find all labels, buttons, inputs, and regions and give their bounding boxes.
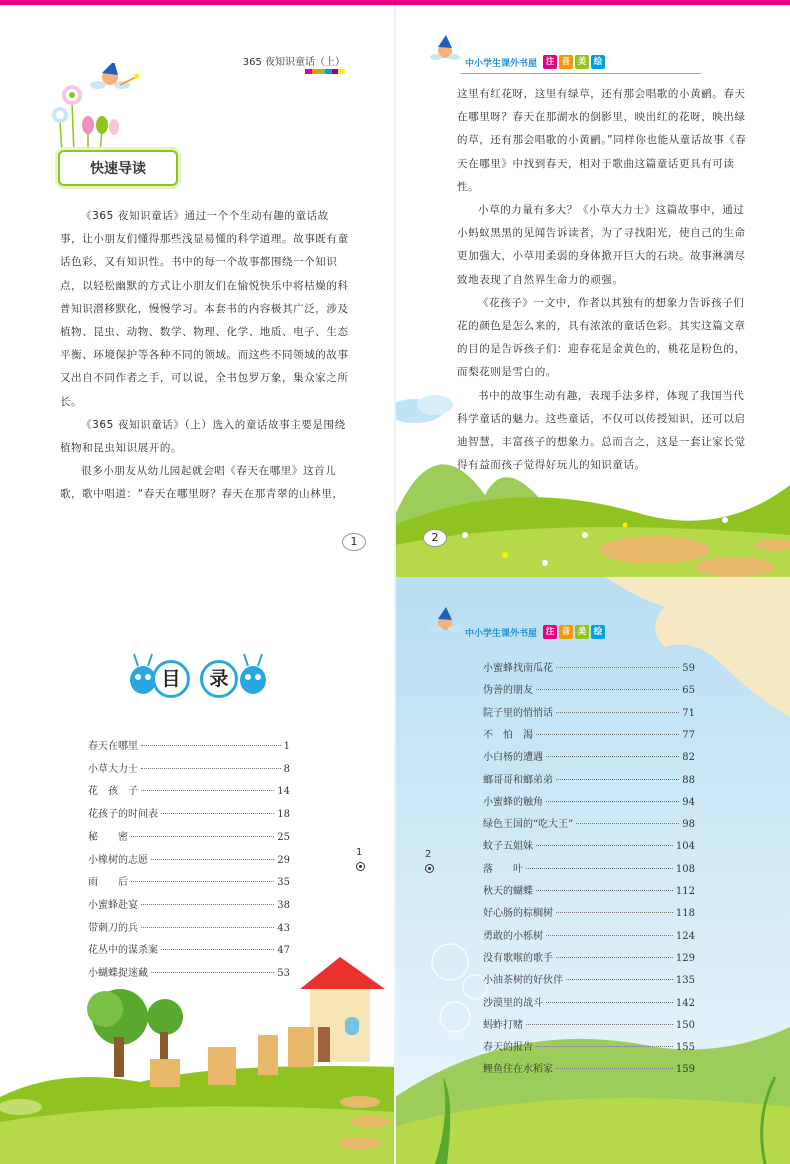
series-title: 中小学生课外书屋 [465,628,538,639]
toc-entry-title: 沙漠里的战斗 [483,997,543,1009]
toc-entry-page: 88 [682,774,695,786]
toc-entry-title: 不 怕 渴 [483,729,533,741]
toc-entry-title: 花 孩 子 [88,786,138,798]
toc-entry-page: 71 [682,707,695,719]
toc-entry-page: 94 [682,796,695,808]
toc-dot-leader [131,881,274,882]
page-marker [425,849,434,873]
toc-dot-leader [546,935,673,936]
toc-dot-leader [556,779,679,780]
toc-entry-page: 155 [675,1042,695,1054]
toc-entry-page: 129 [675,952,695,964]
toc-entry[interactable] [483,704,695,719]
toc-dot-leader [141,904,274,905]
toc-entry-title: 小橡树的志愿 [88,854,148,866]
intro-text-block [60,205,350,507]
snail-mascot-right [238,652,268,697]
toc-dot-leader [131,836,274,837]
toc-entry[interactable] [88,919,290,934]
page-1-quick-guide [0,5,395,577]
toc-dot-leader [546,801,679,802]
page-marker-dot [425,864,434,873]
toc-entry-title: 小蜜蜂的触角 [483,796,543,808]
toc-entry-title: 带刺刀的兵 [88,922,138,934]
toc-entry-title: 小蜜蜂赴宴 [88,899,138,911]
toc-dot-leader [576,823,679,824]
toc-entry[interactable] [88,828,290,843]
farmhouse-illustration [0,947,395,1164]
toc-entry[interactable] [88,760,290,775]
toc-entry[interactable] [483,771,695,786]
toc-entry[interactable] [483,748,695,763]
toc-entry-title: 雨 后 [88,877,128,889]
book-spine [394,5,396,1164]
paragraph: 小草的力量有多大？《小草大力士》这篇故事中，通过小蚂蚁黑黑的见闻告诉读者，为了寻找阳光，使自己的生命更加强大，小草用柔弱的身体掀开巨大的石块。故事淋漓尽致地表现了自然界生命力的顽强。 [457,204,746,286]
paragraph: 很多小朋友从幼儿园起就会唱《春天在哪里》这首儿歌，歌中唱道：“春天在哪里呀？春天在那青翠的山林里， [60,465,344,501]
toc-entry-title: 花孩子的时间表 [88,809,158,821]
toc-entry-title: 蚂蚱打赌 [483,1019,523,1031]
contents-heading-char: 录 [200,660,238,698]
toc-dot-leader [566,979,673,980]
toc-dot-leader [556,712,679,713]
toc-entry-title: 勇敢的小栎树 [483,930,543,942]
toc-entry[interactable] [483,1060,695,1075]
toc-entry-page: 142 [675,997,695,1009]
toc-entry-title: 春天在哪里 [88,741,138,752]
toc-entry-page: 118 [675,908,695,920]
page-marker-number: 2 [425,849,432,860]
toc-entry-title: 螂哥哥和螂弟弟 [483,774,553,786]
toc-entry-title: 小蝴蝶捉迷藏 [88,968,148,979]
toc-entry-title: 伪善的朋友 [483,685,533,697]
series-chip: 绘 [591,625,605,639]
toc-entry[interactable] [483,971,695,986]
toc-entry-page: 108 [675,863,695,875]
series-header [461,623,605,641]
strip-segment [338,69,345,74]
toc-dot-leader [536,689,679,690]
toc-entry-page: 98 [682,819,695,831]
toc-dot-leader [151,859,274,860]
toc-entry-page: 150 [675,1019,695,1031]
toc-entry-title: 没有歌喉的歌手 [483,952,553,964]
paragraph: 这里有红花呀，这里有绿草，还有那会唱歌的小黄鹂。春天在哪里呀？春天在那湖水的倒影里，映出红的花呀，映出绿的草，还有那会唱歌的小黄鹂。”同样你也能从童话故事《春天在哪里》中找到春天，相对于歌曲这篇童话更具有可读性。 [457,88,747,193]
toc-entry-page: 65 [682,685,695,697]
toc-dot-leader [556,957,673,958]
paragraph: 书中的故事生动有趣，表现手法多样，体现了我国当代科学童话的魅力。这些童话，不仅可以传授知识，还可以启迪智慧，丰富孩子的想象力。总而言之，这是一套让家长觉得有益而孩子觉得好玩儿的知识童话。 [457,389,746,472]
toc-entry[interactable] [483,994,695,1009]
series-chip: 美 [575,55,589,69]
guide-text-block [457,83,752,477]
page-marker [356,847,365,871]
strip-segment [332,69,339,74]
toc-dot-leader [141,768,281,769]
toc-entry[interactable] [483,659,695,674]
toc-dot-leader [141,790,274,791]
toc-dot-leader [536,1046,673,1047]
paragraph: 《花孩子》一文中，作者以其独有的想象力告诉孩子们花的颜色是怎么来的，具有浓浓的童话色彩。其实这篇文章的目的是告诉孩子们：迎春花是金黄色的，桃花是粉色的，而梨花则是雪白的。 [457,296,746,379]
toc-entry-page: 82 [682,752,695,764]
toc-entry-page: 53 [277,968,290,979]
toc-dot-leader [556,667,679,668]
page-number: 2 [423,529,447,547]
toc-entry-page: 1 [283,741,290,752]
toc-entry-title: 好心肠的棕榈树 [483,908,553,920]
toc-entry-title: 鲤鱼住在水稻家 [483,1064,553,1076]
toc-entry-title: 落 叶 [483,863,523,875]
toc-dot-leader [526,1024,673,1025]
toc-entry-title: 秋天的蝴蝶 [483,886,533,897]
toc-entry-title: 小油茶树的好伙伴 [483,975,563,987]
toc-dot-leader [536,845,673,846]
series-chip: 绘 [591,55,605,69]
toc-entry[interactable] [483,726,695,741]
series-chip: 注 [543,55,557,69]
page-4-contents-right [395,577,790,1164]
toc-dot-leader [556,1068,673,1069]
series-chip: 音 [559,625,573,639]
page-3-contents-left [0,577,395,1164]
header-rule [461,73,701,74]
toc-entry-page: 8 [283,763,290,775]
toc-entry-title: 蚊子五姐妹 [483,841,533,853]
toc-entry[interactable] [88,737,290,752]
toc-entry-page: 124 [675,930,695,942]
toc-entry[interactable] [483,1016,695,1031]
toc-entry[interactable] [483,1038,695,1053]
toc-entry-page: 18 [277,809,290,821]
toc-entry[interactable] [483,793,695,808]
toc-entry-page: 35 [277,877,290,889]
fairy-icon [430,33,460,65]
fairy-balloons-illustration [40,63,150,153]
toc-entry[interactable] [88,851,290,866]
page-marker-number: 1 [356,847,363,858]
paragraph: 《365 夜知识童话》通过一个个生动有趣的童话故事，让小朋友们懂得那些浅显易懂的科学道理。故事既有童话色彩，又有知识性。书中的每一个故事都围绕一个知识点，以轻松幽默的方式让小朋友们在愉悦快乐中将枯燥的科普知识潜移默化，慢慢学习。本套书的内容极其广泛，涉及植物、昆虫、动物、数学、物理、化学、地质、电子、生态平衡、环境保护等各种不同的领域。而这些不同领域的故事又出自不同作者之手，可以说，全书包罗万象，集众家之所长。 [60,210,349,408]
toc-entry-page: 29 [277,854,290,866]
toc-entry-page: 112 [675,886,695,897]
page-marker-dot [356,862,365,871]
strip-segment [305,69,312,74]
running-head: 365 夜知识童话（上） [242,57,345,68]
toc-dot-leader [526,868,673,869]
toc-entry-page: 43 [277,922,290,934]
toc-entry-page: 59 [682,663,695,674]
toc-entry[interactable] [483,837,695,852]
toc-entry-title: 秘 密 [88,831,128,843]
toc-entry-title: 绿色王国的“吃大王” [483,819,574,831]
toc-entry-title: 院子里的悄悄话 [483,707,553,719]
toc-dot-leader [161,813,274,814]
toc-entry[interactable] [483,815,695,830]
toc-dot-leader [546,1002,673,1003]
paragraph: 《365 夜知识童话》（上）选入的童话故事主要是围绕植物和昆虫知识展开的。 [60,418,346,455]
section-title-badge: 快速导读 [58,150,178,186]
strip-segment [312,69,319,74]
series-chip: 音 [559,55,573,69]
toc-entry-page: 77 [682,729,695,741]
toc-entry-title: 春天的报告 [483,1042,533,1054]
contents-heading-char: 目 [152,660,190,698]
toc-entry[interactable] [88,896,290,911]
toc-entry[interactable] [483,949,695,964]
series-chip: 美 [575,625,589,639]
toc-entry[interactable] [483,927,695,942]
strip-segment [318,69,325,74]
toc-entry[interactable] [483,860,695,875]
toc-entry-title: 小草大力士 [88,763,138,775]
toc-dot-leader [546,756,679,757]
page-number: 1 [342,533,366,551]
strip-segment [325,69,332,74]
series-header [461,53,605,71]
toc-entry-title: 花丛中的谋杀案 [88,945,158,957]
series-chip: 注 [543,625,557,639]
toc-entry[interactable] [483,882,695,897]
toc-dot-leader [141,745,281,746]
toc-entry-page: 104 [675,841,695,853]
toc-entry-title: 小白杨的遭遇 [483,752,543,764]
toc-dot-leader [556,912,673,913]
toc-dot-leader [536,890,673,891]
toc-entry-page: 38 [277,899,290,911]
toc-entry-page: 47 [277,945,290,957]
toc-entry-title: 小蜜蜂找南瓜花 [483,663,553,674]
toc-entry-page: 25 [277,831,290,843]
toc-entry-page: 159 [675,1064,695,1076]
toc-entry[interactable] [483,681,695,696]
toc-dot-leader [141,927,274,928]
toc-entry[interactable] [88,805,290,820]
fairy-icon [430,605,460,637]
toc-entry[interactable] [483,904,695,919]
toc-entry[interactable] [88,782,290,797]
color-strip [305,69,345,74]
series-title: 中小学生课外书屋 [465,58,538,69]
toc-entry-page: 135 [675,975,695,987]
toc-entry[interactable] [88,873,290,888]
page-2-quick-guide-continued [395,5,790,577]
toc-entry-page: 14 [277,786,290,798]
toc-dot-leader [536,734,679,735]
